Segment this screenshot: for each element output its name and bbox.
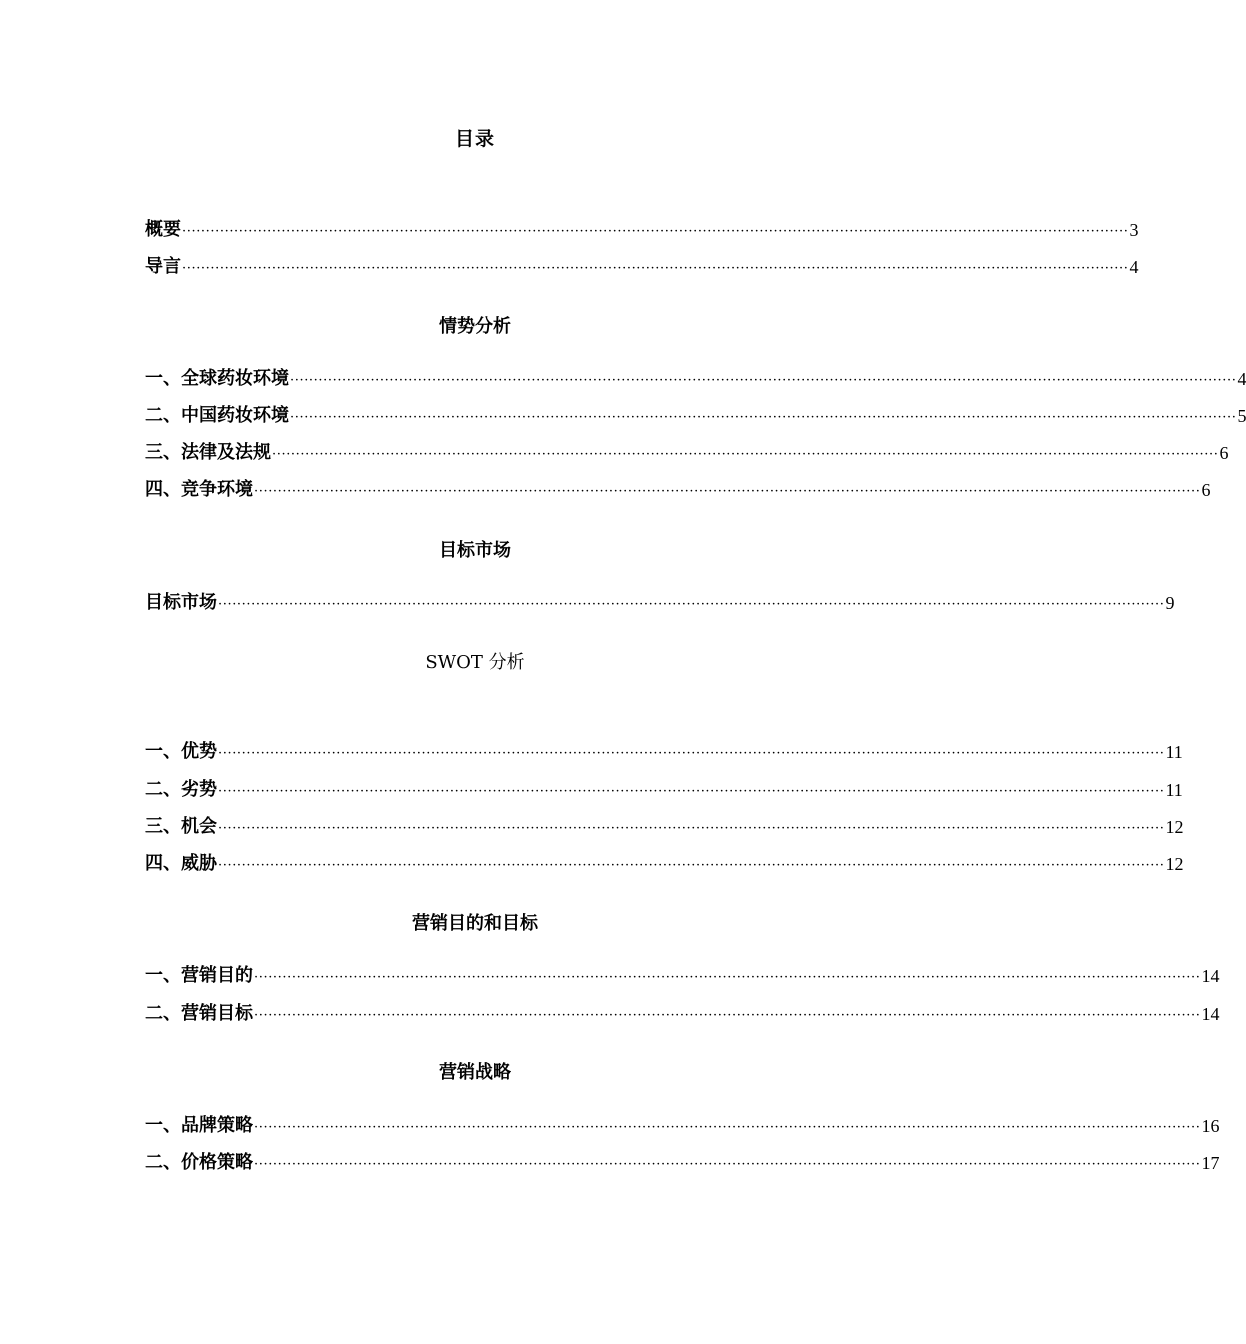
toc-leader-dots: ········································································································································································································ [218,597,1165,612]
toc-page-number: 16 [1201,1116,1220,1136]
toc-leader-dots: ········································································································································································································ [218,821,1165,836]
toc-page-number: 11 [1165,742,1183,762]
toc-page-number: 14 [1201,966,1220,986]
toc-leader-dots: ········································································································································································································ [182,261,1129,276]
toc-entry[interactable] [145,1151,1220,1175]
toc-leader-dots: ········································································································································································································ [272,447,1219,462]
toc-page-number: 9 [1165,593,1175,613]
toc-leader-dots: ········································································································································································································ [290,410,1237,425]
toc-entry-label: 二、中国药妆环境 [145,405,289,426]
toc-leader-dots: ········································································································································································································ [254,970,1201,985]
toc-page-number: 12 [1165,854,1184,874]
toc-entry-label: 一、品牌策略 [145,1115,253,1136]
toc-entry[interactable] [145,964,1220,988]
section-heading: SWOT 分析 [425,652,525,673]
toc-page-number: 6 [1219,443,1229,463]
toc-entry[interactable] [145,1002,1220,1026]
toc-leader-dots: ········································································································································································································ [254,1157,1201,1172]
toc-entry[interactable] [145,255,1139,279]
toc-entry-label: 一、全球药妆环境 [145,368,289,389]
toc-leader-dots: ········································································································································································································ [254,1120,1201,1135]
toc-entry-label: 目标市场 [145,592,217,613]
toc-entry[interactable] [145,852,1184,876]
toc-entry[interactable] [145,1114,1220,1138]
toc-entry-label: 二、营销目标 [145,1003,253,1024]
toc-leader-dots: ········································································································································································································ [254,1008,1201,1023]
toc-entry[interactable] [145,815,1184,839]
toc-leader-dots: ········································································································································································································ [254,484,1201,499]
toc-entry-label: 一、营销目的 [145,965,253,986]
toc-entry[interactable] [145,778,1183,802]
toc-page-number: 6 [1201,480,1211,500]
toc-page-number: 4 [1237,369,1246,389]
toc-entry-label: 导言 [145,256,181,277]
toc-entry-label: 四、威胁 [145,853,217,874]
toc-entry-label: 一、优势 [145,741,217,762]
toc-page-number: 17 [1201,1153,1220,1173]
toc-entry[interactable] [145,404,1246,428]
toc-entry[interactable] [145,367,1246,391]
toc-entry-label: 二、价格策略 [145,1152,253,1173]
toc-page-number: 14 [1201,1004,1220,1024]
toc-entry[interactable] [145,478,1211,502]
section-heading: 目标市场 [439,540,511,561]
toc-entry-label: 三、机会 [145,816,217,837]
toc-page-number: 4 [1129,257,1139,277]
section-heading: 情势分析 [439,316,511,337]
toc-page-number: 12 [1165,817,1184,837]
toc-leader-dots: ········································································································································································································ [290,373,1237,388]
toc-page-number: 3 [1129,220,1139,240]
toc-entry[interactable] [145,441,1229,465]
section-heading: 营销战略 [439,1062,511,1083]
toc-leader-dots: ········································································································································································································ [182,224,1129,239]
toc-page-number: 5 [1237,406,1246,426]
toc-leader-dots: ········································································································································································································ [218,858,1165,873]
toc-entry[interactable] [145,591,1175,615]
toc-leader-dots: ········································································································································································································ [218,784,1165,799]
section-heading: 营销目的和目标 [412,913,538,934]
toc-entry[interactable] [145,740,1183,764]
toc-leader-dots: ········································································································································································································ [218,746,1165,761]
toc-page-number: 11 [1165,780,1183,800]
toc-entry[interactable] [145,218,1139,242]
toc-entry-label: 三、法律及法规 [145,442,271,463]
toc-entry-label: 概要 [145,219,181,240]
toc-entry-label: 二、劣势 [145,779,217,800]
toc-entry-label: 四、竞争环境 [145,479,253,500]
page-title: 目录 [454,128,495,150]
